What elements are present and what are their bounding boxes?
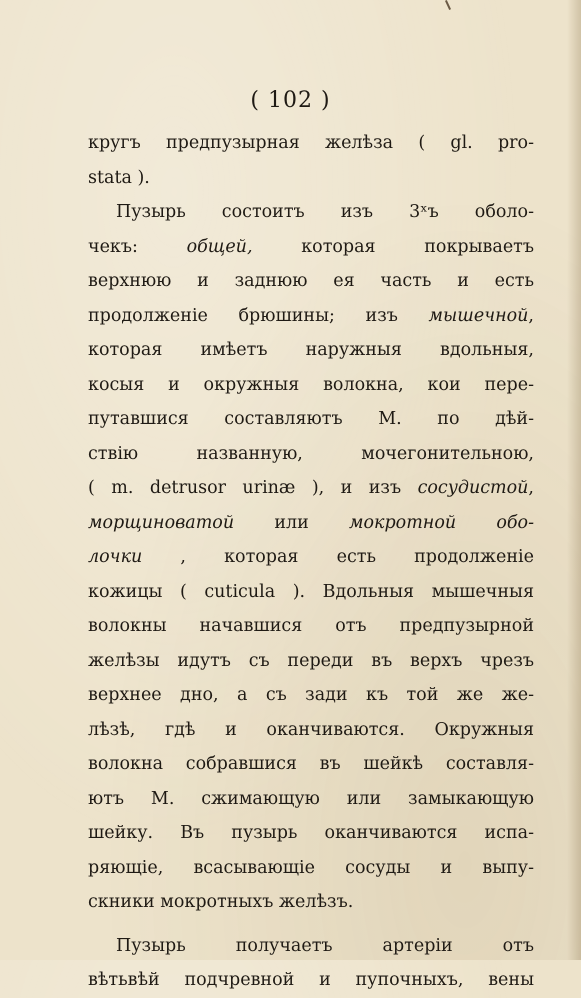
text-line: морщиноватой или мокротной обо- <box>88 512 534 533</box>
page-edge-shadow <box>567 0 581 960</box>
text-line: ствію названную, мочегонительною, <box>88 443 534 464</box>
text-line: Пузырь получаетъ артеріи отъ <box>116 935 534 956</box>
page-number: ( 102 ) <box>250 88 331 113</box>
text-line: ютъ М. сжимающую или замыкающую <box>88 788 534 809</box>
text-line: ( m. detrusor urinæ ), и изъ сосудистой, <box>88 478 534 498</box>
text-line: кожицы ( cuticula ). Вдольныя мышечныя <box>88 581 534 602</box>
ink-speck <box>445 0 451 10</box>
text-line: путавшися составляютъ М. по дѣй- <box>88 409 534 429</box>
text-line: Пузырь состоитъ изъ 3ˣъ оболо- <box>116 202 534 222</box>
text-line: которая имѣетъ наружныя вдольныя, <box>88 340 534 360</box>
text-line: верхнюю и заднюю ея часть и есть <box>88 271 534 291</box>
text-line: продолженіе брюшины; изъ мышечной, <box>88 305 534 326</box>
text-line: чекъ: общей, которая покрываетъ <box>88 236 534 257</box>
body-text <box>88 126 534 998</box>
text-line: лочки , которая есть продолженіе <box>88 547 534 567</box>
text-line: лѣзѣ, гдѣ и оканчиваются. Окружныя <box>88 719 534 740</box>
text-line: волокна собравшися въ шейкѣ составля- <box>88 754 534 774</box>
text-line: кругъ предпузырная желѣза ( gl. pro- <box>88 133 534 153</box>
text-line: stata ). <box>88 167 150 188</box>
text-line: шейку. Въ пузырь оканчиваются испа- <box>88 823 534 843</box>
text-line: скники мокротныхъ желѣзъ. <box>88 892 354 912</box>
text-line: ряющіе, всасывающіе сосуды и выпу- <box>88 857 534 878</box>
text-line: косыя и окружныя волокна, кои пере- <box>88 374 534 395</box>
text-line: вѣтьвѣй подчревной и пупочныхъ, вены <box>88 970 534 990</box>
text-line: верхнее дно, а съ зади къ той же же- <box>88 685 534 705</box>
text-line: волокны начавшися отъ предпузырной <box>88 616 534 636</box>
text-line: желѣзы идутъ съ переди въ верхъ чрезъ <box>88 650 534 671</box>
